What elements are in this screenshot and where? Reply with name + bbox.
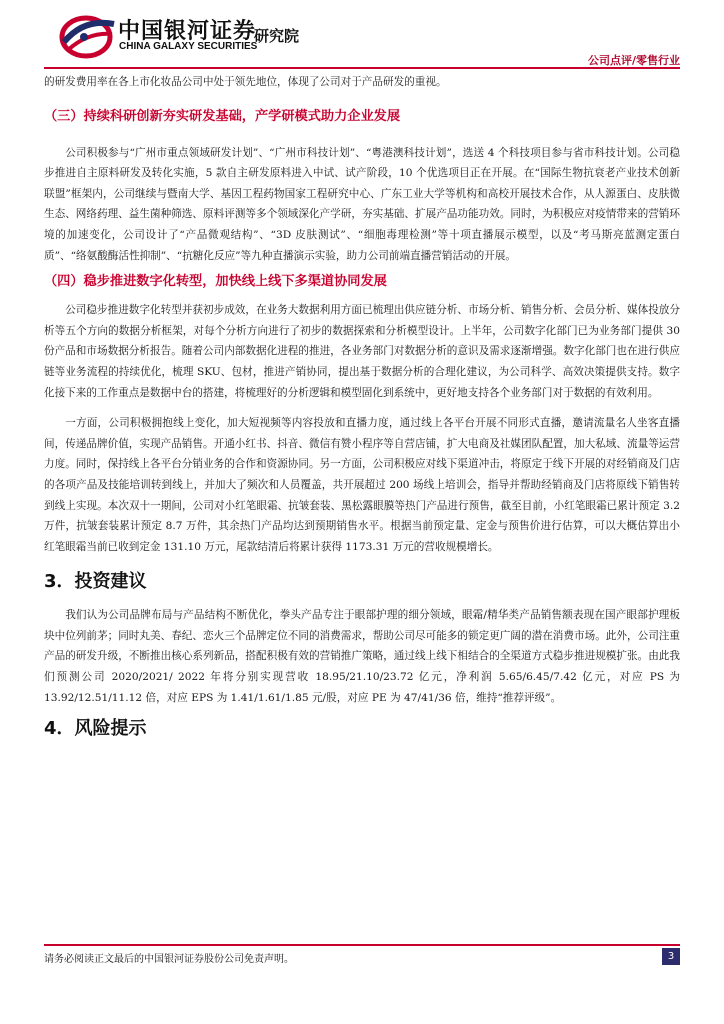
brand-name-cn: 中国银河证券	[118, 19, 257, 44]
institute-label: 研究院	[254, 27, 300, 45]
section-heading-digital: （四）稳步推进数字化转型，加快线上线下多渠道协同发展	[44, 274, 387, 290]
investment-paragraph: 我们认为公司品牌布局与产品结构不断优化，拳头产品专注于眼部护理的细分领域，眼霜/精华类产品销售额表现在国产眼部护理板块中位列前茅；同时丸美、春纪、恋火三个品牌定位不同的消费需求，帮助公司尽可能多的锁定更广阔的潜在消费市场。此外，公司注重产品的研发升级，不断推出核心系列新品，搭配积极有效的营销推广策略，通过线上线下相结合的全渠道方式稳步推进规模扩张。由此我们预测公司 2020/2021/ 2022 年将分别实现营收 18.95/21.10/23.72 亿元，净利润 5.65/6.45/7.42 亿元，对应 PS 为 13.92/12.51/11.12 倍，对应 EPS 为 1.41/1.61/1.85 元/股，对应 PE 为 47/41/36 倍，维持“推荐评级”。	[44, 609, 680, 704]
section-heading-investment: 3．投资建议	[44, 571, 147, 593]
report-body	[44, 72, 680, 744]
galaxy-logo-icon	[58, 12, 118, 60]
section-heading-research: （三）持续科研创新夯实研发基础，产学研模式助力企业发展	[44, 108, 401, 124]
digital-paragraph: 公司稳步推进数字化转型并获初步成效，在业务大数据利用方面已梳理出供应链分析、市场分析、销售分析、会员分析、媒体投放分析等五个方向的数据分析框架，对每个分析方向进行了初步的数据探索和分析模型设计。上半年，公司数字化部门已为业务部门提供 30 份产品和市场数据分析报告。随着公司内部数据化进程的推进，各业务部门对数据分析的意识及需求逐渐增强。数字化部门也在进行供应链等业务流程的持续优化，梳理 SKU、包材，推进产销协同，提出基于数据分析的合理化建议，为公司科学、高效决策提供支持。数字化接下来的工作重点是数据中台的搭建，将梳理好的分析逻辑和模型固化到系统中，更好地支持各个业务部门对于数据的有效利用。	[44, 304, 680, 399]
research-paragraph: 公司积极参与“广州市重点领域研发计划”、“广州市科技计划”、“粤港澳科技计划”，选送 4 个科技项目参与省市科技计划。公司稳步推进自主原料研发及转化实施，5 款自主研发原料进入中试、试产阶段，10 个优选项目正在开展。在“国际生物抗衰老产业技术创新联盟”框架内，公司继续与暨南大学、基因工程药物国家工程研究中心、广东工业大学等机构和高校开展技术合作，从人源蛋白、皮肤微生态、网络药理、益生菌种筛选、原料评测等多个领域深化产学研，夯实基础、扩展产品功能功效。同时，为积极应对疫情带来的营销环境的加速变化，公司设计了“产品微观结构”、“3D 皮肤测试”、“细胞毒理检测”等十项直播展示模型，以及“考马斯亮蓝测定蛋白质”、“络氨酸酶活性抑制”、“抗糖化反应”等九种直播演示实验，助力公司前端直播营销活动的开展。	[44, 146, 680, 262]
channel-paragraph: 一方面，公司积极拥抱线上变化，加大短视频等内容投放和直播力度，通过线上各平台开展不同形式直播，邀请流量名人坐客直播间，传递品牌价值，实现产品销售。开通小红书、抖音、微信有赞小程序等自营店铺，扩大电商及社媒团队配置，加大私域、流量等运营力度。同时，保持线上各平台分销业务的合作和资源协同。另一方面，公司积极应对线下渠道冲击，将原定于线下开展的对经销商及门店的各项产品及技能培训转到线上，并加大了频次和人员覆盖，共开展超过 200 场线上培训会，指导并帮助经销商及门店将原线下销售转到线上实现。本次双十一期间，公司对小红笔眼霜、抗皱套装、黑松露眼膜等热门产品进行预售，截至目前，小红笔眼霜已累计预定 3.2 万件，抗皱套装累计预定 8.7 万件，其余热门产品均达到预期销售水平。根据当前预定量、定金与预售价进行估算，可以大概估算出小红笔眼霜当前已收到定金 131.10 万元，尾款结清后将累计获得 1173.31 万元的营收规模增长。	[44, 417, 680, 553]
header-divider	[44, 67, 680, 69]
page-footer	[44, 944, 680, 965]
brand-name-en: CHINA GALAXY SECURITIES	[119, 41, 258, 52]
report-category: 公司点评/零售行业	[587, 54, 680, 67]
section-heading-risk: 4．风险提示	[44, 718, 147, 740]
page-header	[0, 0, 724, 70]
footer-divider	[44, 944, 680, 946]
page-number: 3	[662, 948, 680, 965]
lead-in-paragraph: 的研发费用率在各上市化妆品公司中处于领先地位，体现了公司对于产品研发的重视。	[44, 76, 447, 88]
disclaimer-text: 请务必阅读正文最后的中国银河证券股份公司免责声明。	[44, 954, 294, 965]
